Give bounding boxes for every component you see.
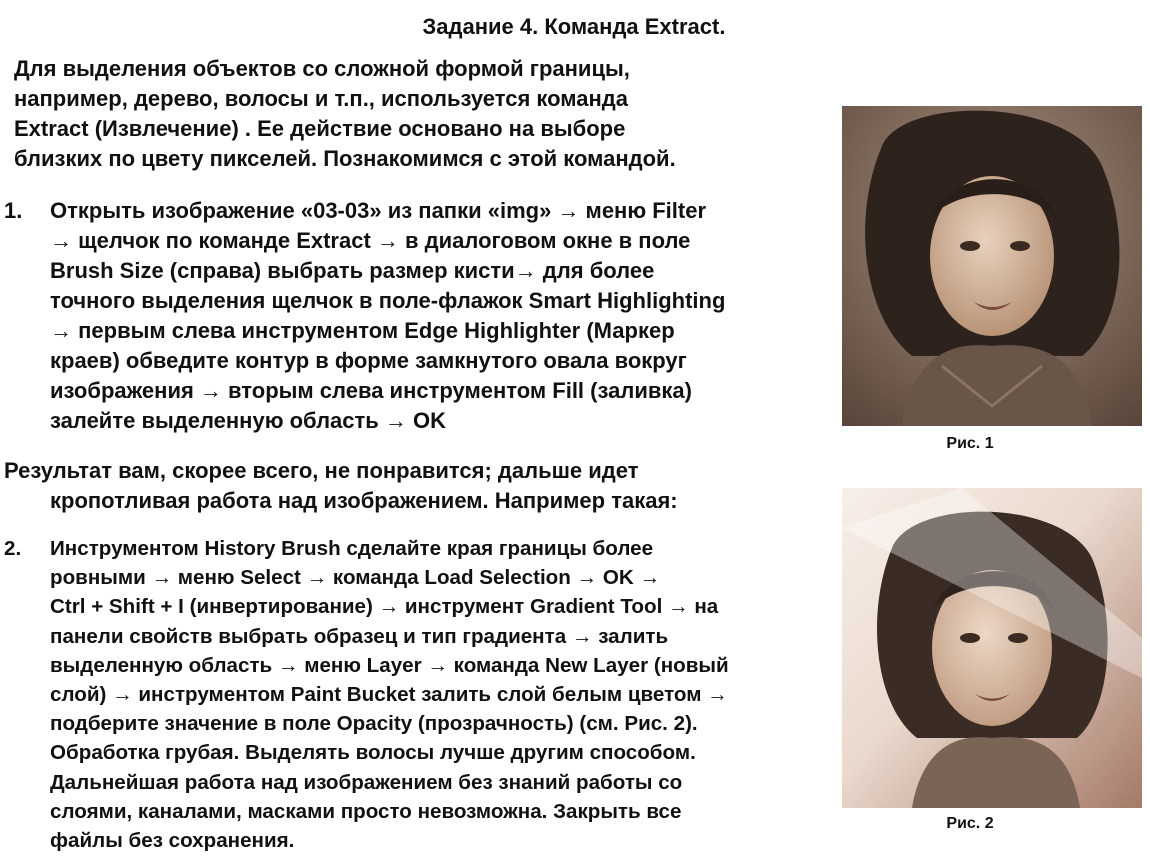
figure-2-photo (842, 488, 1142, 808)
intro-line: например, дерево, волосы и т.п., используется команда (14, 86, 628, 111)
step-line: подберите значение в поле Opacity (прозрачность) (см. Рис. 2). (50, 712, 698, 736)
step-line: слой) → инструментом Paint Bucket залить слой белым цветом → (50, 683, 728, 707)
step-line: Обработка грубая. Выделять волосы лучше другим способом. (50, 741, 696, 765)
step-line: → щелчок по команде Extract → в диалоговом окне в поле (50, 228, 691, 253)
portrait-image (842, 106, 1142, 426)
step-line: ровными → меню Select → команда Load Selection → OK → (50, 566, 661, 590)
intro-line: Для выделения объектов со сложной формой границы, (14, 56, 630, 81)
figure-1-photo (842, 106, 1142, 426)
step-text (50, 534, 850, 855)
step-line: Дальнейшая работа над изображением без знаний работы со (50, 770, 683, 794)
intro-paragraph (14, 54, 834, 174)
step-line: точного выделения щелчок в поле-флажок Smart Highlighting (50, 288, 726, 313)
intro-line: Extract (Извлечение) . Ее действие основано на выборе (14, 116, 626, 141)
intro-line: близких по цвету пикселей. Познакомимся с этой командой. (14, 146, 676, 171)
step-line: Brush Size (справа) выбрать размер кисти→ для более (50, 258, 655, 283)
step-line: Инструментом History Brush сделайте края границы более (50, 537, 654, 560)
step-line: → первым слева инструментом Edge Highlighter (Маркер (50, 318, 675, 343)
step-line: Ctrl + Shift + I (инвертирование) → инструмент Gradient Tool → на (50, 595, 719, 619)
figure-1-caption: Рис. 1 (946, 435, 994, 452)
step-text (50, 196, 850, 436)
step-line: выделенную область → меню Layer → команда New Layer (новый (50, 653, 729, 677)
result-paragraph (4, 456, 824, 516)
step-line: файлы без сохранения. (50, 829, 295, 853)
step-line: слоями, каналами, масками просто невозможна. Закрыть все (50, 799, 682, 823)
result-line: кропотливая работа над изображением. Например такая: (50, 488, 678, 513)
step-number: 2. (4, 537, 22, 560)
figure-2-caption: Рис. 2 (946, 815, 994, 832)
step-line: изображения → вторым слева инструментом Fill (заливка) (50, 378, 692, 403)
result-line: Результат вам, скорее всего, не понравится; дальше идет (4, 458, 639, 483)
step-number: 1. (4, 198, 23, 223)
step-line: краев) обведите контур в форме замкнутого овала вокруг (50, 348, 687, 373)
page-title: Задание 4. Команда Extract. (422, 14, 726, 39)
step-line: панели свойств выбрать образец и тип градиента → залить (50, 624, 669, 648)
step-line: Открыть изображение «03-03» из папки «img» → меню Filter (50, 198, 707, 223)
portrait-image-edited (842, 488, 1142, 808)
step-line: залейте выделенную область → OK (50, 408, 447, 433)
